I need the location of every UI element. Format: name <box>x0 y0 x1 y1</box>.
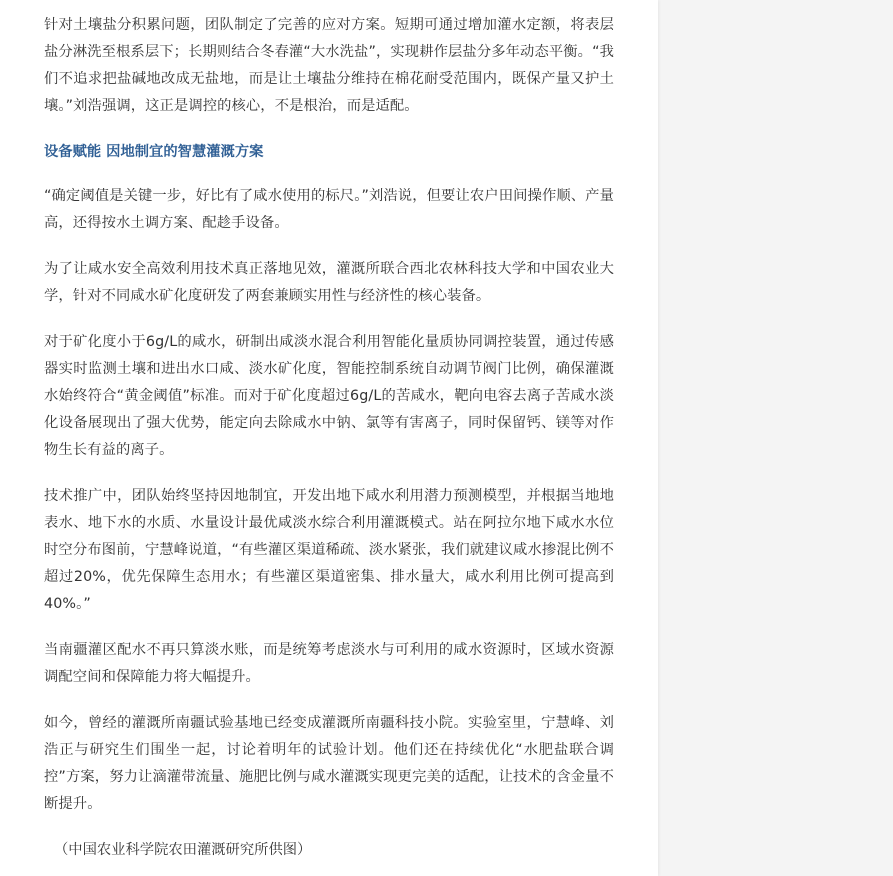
paragraph-salt-management: 针对土壤盐分积累问题，团队制定了完善的应对方案。短期可通过增加灌水定额，将表层盐分淋洗至根系层下；长期则结合冬春灌“大水洗盐”，实现耕作层盐分多年动态平衡。“我们不追求把盐碱地改成无盐地，而是让土壤盐分维持在棉花耐受范围内，既保产量又护土壤。”刘浩强调，这正是调控的核心，不是根治，而是适配。 <box>44 17 614 114</box>
article-body <box>44 12 614 864</box>
paragraph-equipment-development: 为了让咸水安全高效利用技术真正落地见效，灌溉所联合西北农林科技大学和中国农业大学，针对不同咸水矿化度研发了两套兼顾实用性与经济性的核心装备。 <box>44 261 614 304</box>
paragraph-science-station: 如今，曾经的灌溉所南疆试验基地已经变成灌溉所南疆科技小院。实验室里，宁慧峰、刘浩正与研究生们围坐一起，讨论着明年的试验计划。他们还在持续优化“水肥盐联合调控”方案，努力让滴灌带流量、施肥比例与咸水灌溉实现更完美的适配，让技术的含金量不断提升。 <box>44 715 614 812</box>
paragraph-water-allocation: 当南疆灌区配水不再只算淡水账，而是统筹考虑淡水与可利用的咸水资源时，区域水资源调配空间和保障能力将大幅提升。 <box>44 642 614 685</box>
photo-credit: （中国农业科学院农田灌溉研究所供图） <box>54 842 312 858</box>
paragraph-tech-promotion: 技术推广中，团队始终坚持因地制宜，开发出地下咸水利用潜力预测模型，并根据当地地表水、地下水的水质、水量设计最优咸淡水综合利用灌溉模式。站在阿拉尔地下咸水水位时空分布图前，宁慧峰说道，“有些灌区渠道稀疏、淡水紧张，我们就建议咸水掺混比例不超过20%，优先保障生态用水；有些灌区渠道密集、排水量大，咸水利用比例可提高到40%。” <box>44 488 614 612</box>
paragraph-mineralization-devices: 对于矿化度小于6g/L的咸水，研制出咸淡水混合利用智能化量质协同调控装置，通过传感器实时监测土壤和进出水口咸、淡水矿化度，智能控制系统自动调节阀门比例，确保灌溉水始终符合“黄金阈值”标准。而对于矿化度超过6g/L的苦咸水，靶向电容去离子苦咸水淡化设备展现出了强大优势，能定向去除咸水中钠、氯等有害离子，同时保留钙、镁等对作物生长有益的离子。 <box>44 334 614 458</box>
right-sidebar <box>662 0 893 876</box>
section-subheading: 设备赋能 因地制宜的智慧灌溉方案 <box>44 144 264 160</box>
paragraph-threshold: “确定阈值是关键一步，好比有了咸水使用的标尺。”刘浩说，但要让农户田间操作顺、产量高，还得按水土调方案、配趁手设备。 <box>44 188 614 231</box>
